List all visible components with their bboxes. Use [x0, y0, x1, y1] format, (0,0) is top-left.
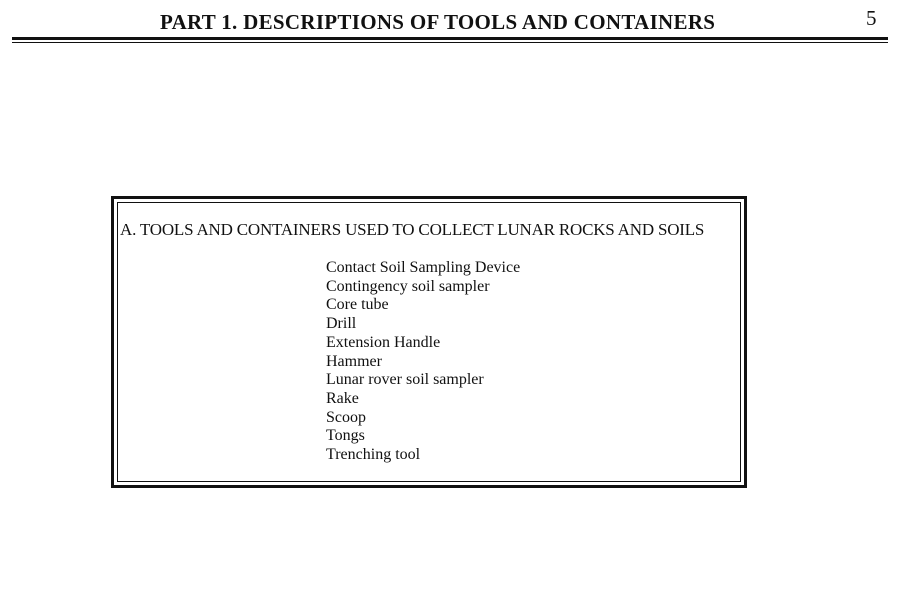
header-rule-thin — [12, 42, 888, 43]
list-item: Drill — [326, 315, 357, 333]
list-item: Rake — [326, 389, 359, 407]
list-item: Scoop — [326, 408, 366, 426]
section-heading: A. TOOLS AND CONTAINERS USED TO COLLECT LUNAR ROCKS AND SOILS — [120, 220, 705, 239]
list-item: Core tube — [326, 296, 389, 314]
page-number: 5 — [866, 6, 877, 30]
list-item: Tongs — [326, 427, 365, 445]
list-item: Lunar rover soil sampler — [326, 371, 484, 389]
list-item: Contingency soil sampler — [326, 277, 490, 295]
header-rule-thick — [12, 37, 888, 40]
list-item: Contact Soil Sampling Device — [326, 259, 521, 276]
list-item: Trenching tool — [326, 446, 421, 464]
page-title: PART 1. DESCRIPTIONS OF TOOLS AND CONTAINERS — [160, 10, 716, 34]
tool-list — [326, 259, 520, 465]
list-item: Hammer — [326, 352, 382, 370]
section-box — [111, 196, 747, 488]
page-header — [0, 0, 900, 50]
list-item: Extension Handle — [326, 333, 441, 351]
